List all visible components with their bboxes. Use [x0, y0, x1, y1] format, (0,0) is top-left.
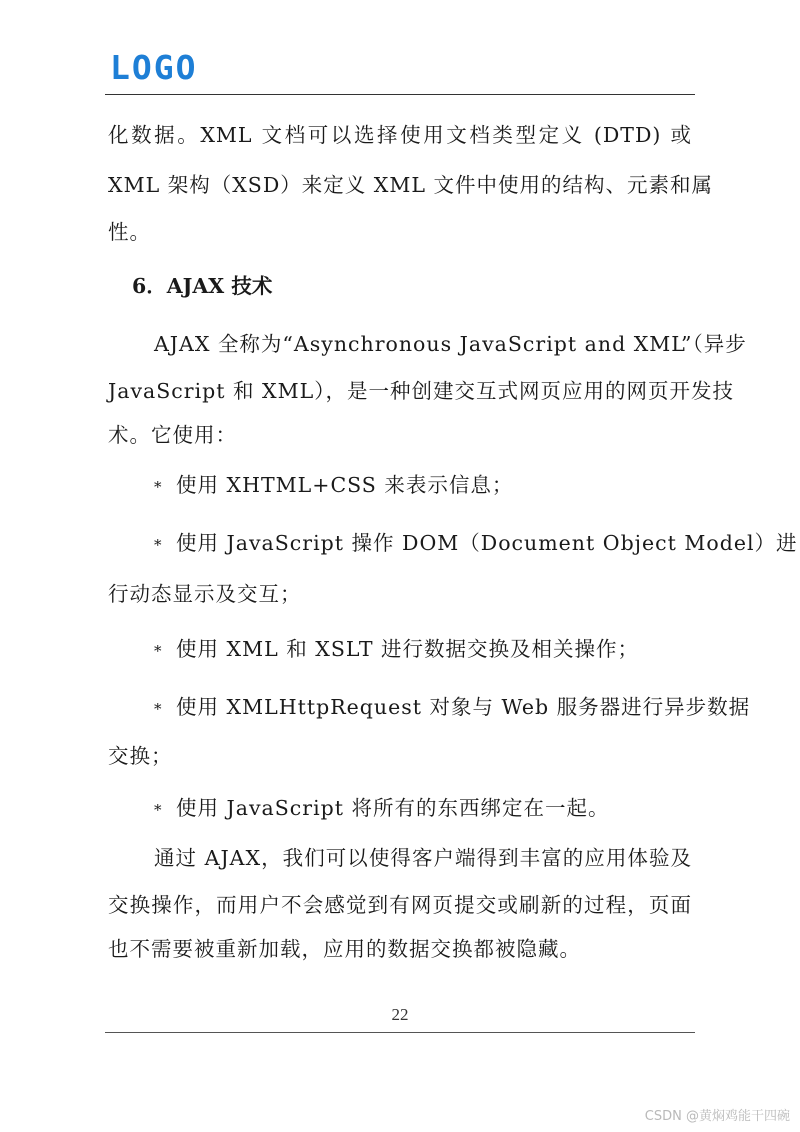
- list-item: [108, 619, 692, 675]
- paragraph-line: 行动态显示及交互；: [108, 582, 302, 606]
- footer-divider: [105, 1032, 695, 1033]
- paragraph-line: AJAX 全称为“Asynchronous JavaScript and XML”（异步: [154, 332, 747, 356]
- paragraph-line: 也不需要被重新加载，应用的数据交换都被隐藏。: [108, 937, 581, 961]
- paragraph-line: 化数据。XML 文档可以选择使用文档类型定义 (DTD) 或: [108, 123, 692, 147]
- page-number: 22: [391, 1005, 409, 1024]
- paragraph-line: 性。: [108, 220, 151, 244]
- paragraph-line: 交换；: [108, 744, 173, 768]
- list-item-text: 使用 XMLHttpRequest 对象与 Web 服务器进行异步数据: [176, 695, 751, 719]
- bullet-marker: *: [154, 477, 163, 496]
- list-item-text: 使用 XML 和 XSLT 进行数据交换及相关操作；: [176, 637, 640, 661]
- section-heading: 6．AJAX 技术: [132, 274, 273, 298]
- list-item-text: 使用 JavaScript 将所有的东西绑定在一起。: [176, 796, 610, 820]
- list-item-text: 使用 JavaScript 操作 DOM（Document Object Model）进: [176, 531, 798, 555]
- paragraph-line: JavaScript 和 XML），是一种创建交互式网页应用的网页开发技: [108, 379, 734, 403]
- list-item-text: 使用 XHTML+CSS 来表示信息；: [176, 473, 514, 497]
- list-item: [108, 457, 692, 513]
- bullet-marker: *: [154, 800, 163, 819]
- bullet-marker: *: [154, 641, 163, 660]
- bullet-marker: *: [154, 699, 163, 718]
- bullet-marker: *: [154, 535, 163, 554]
- paragraph-line: XML 架构（XSD）来定义 XML 文件中使用的结构、元素和属: [108, 173, 714, 197]
- paragraph-line: 术。它使用：: [108, 423, 237, 447]
- list-item: [108, 675, 751, 731]
- paragraph-line: 通过 AJAX，我们可以使得客户端得到丰富的应用体验及: [154, 846, 692, 870]
- watermark: CSDN @黄焖鸡能干四碗: [644, 1109, 790, 1124]
- page-content: [108, 110, 798, 971]
- logo: LOGO: [110, 48, 198, 87]
- list-item: [108, 513, 798, 569]
- paragraph-line: 交换操作，而用户不会感觉到有网页提交或刷新的过程，页面: [108, 893, 692, 917]
- list-item: [108, 781, 692, 833]
- header-divider: [105, 94, 695, 95]
